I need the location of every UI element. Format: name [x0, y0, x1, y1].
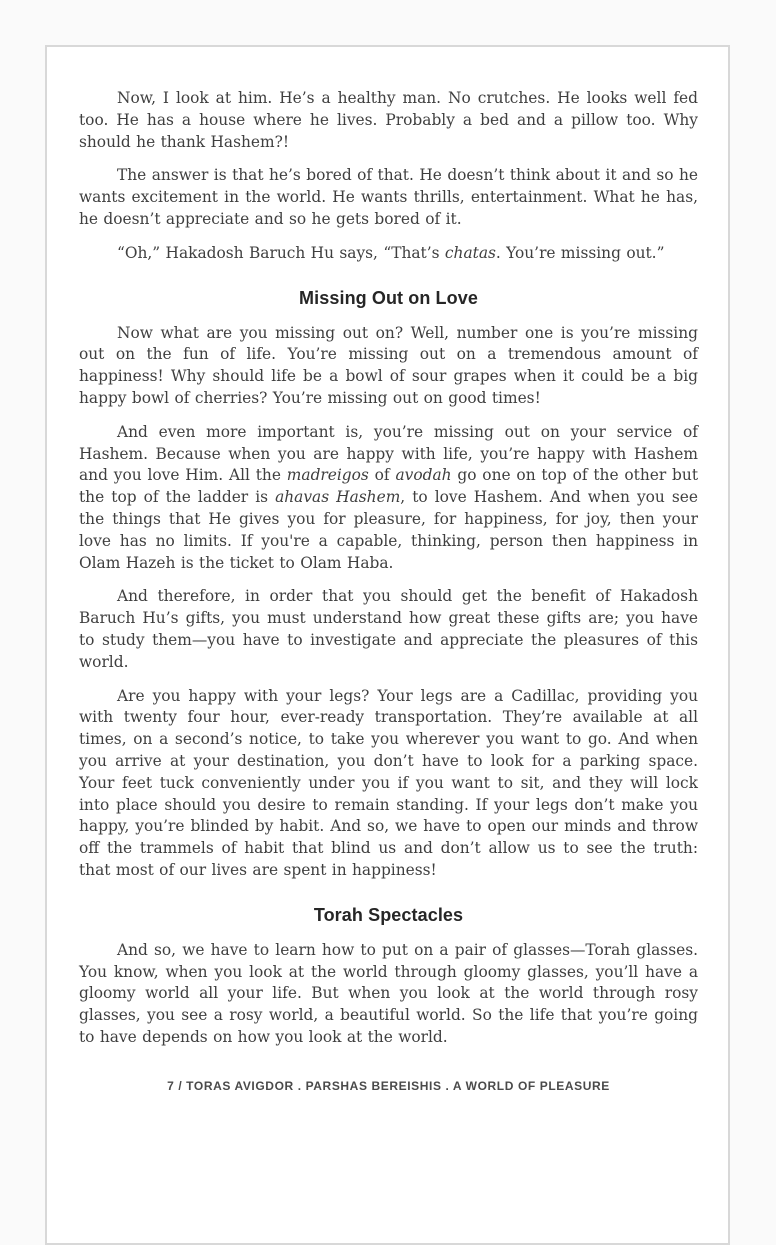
- paragraph-now-i-look: Now, I look at him. He’s a healthy man. No crutches. He looks well fed too. He has a house where he lives. Probably a bed and a pillow too. Why should he thank Hashem?!: [79, 89, 698, 151]
- italic-term-ahavas-hashem: ahavas Hashem: [275, 488, 401, 507]
- paragraph-the-answer: The answer is that he’s bored of that. He doesn’t think about it and so he wants excitement in the world. He wants thrills, entertainment. What he has, he doesn’t appreciate and so he gets bored of it.: [79, 166, 698, 228]
- text-segment: . You’re missing out.”: [495, 243, 665, 262]
- section-heading-torah-spectacles: Torah Spectacles: [313, 904, 464, 925]
- text-segment: of: [368, 466, 396, 485]
- section-heading-missing-out-on-love: Missing Out on Love: [299, 287, 478, 308]
- italic-term-chatas: chatas: [444, 243, 496, 262]
- document-page: [45, 45, 730, 1245]
- paragraph-torah-glasses: And so, we have to learn how to put on a pair of glasses—Torah glasses. You know, when you look at the world through gloomy glasses, you’ll have a gloomy world all your life. But when you look at the world through rosy glasses, you see a rosy world, a beautiful world. So the life that you’re going to have depends on how you look at the world.: [79, 940, 698, 1046]
- text-segment: go one on top of the other but the top of the ladder is: [79, 466, 699, 507]
- text-segment: “Oh,” Hakadosh Baruch Hu says, “That’s: [117, 243, 445, 262]
- page-footer: 7 / TORAS AVIGDOR . PARSHAS BEREISHIS . A WORLD OF PLEASURE: [167, 1078, 610, 1093]
- paragraph-happy-with-your-legs: Are you happy with your legs? Your legs are a Cadillac, providing you with twenty four hour, ever-ready transportation. They’re available at all times, on a second’s notice, to take you wherever you want to go. And when you arrive at your destination, you don’t have to look for a parking space. Your feet tuck conveniently under you if you want to sit, and they will lock into place should you desire to remain standing. If your legs don’t make you happy, you’re blinded by habit. And so, we have to open our minds and throw off the trammels of habit that blind us and don’t allow us to see the truth: that most of our lives are spent in happiness!: [79, 686, 698, 879]
- paragraph-and-therefore: And therefore, in order that you should get the benefit of Hakadosh Baruch Hu’s gifts, you must understand how great these gifts are; you have to study them—you have to investigate and appreciate the pleasures of this world.: [79, 587, 698, 671]
- paragraph-now-what-are-you-missing: Now what are you missing out on? Well, number one is you’re missing out on the fun of life. You’re missing out on a tremendous amount of happiness! Why should life be a bowl of sour grapes when it could be a big happy bowl of cherries? You’re missing out on good times!: [79, 323, 698, 407]
- italic-term-madreigos: madreigos: [286, 466, 369, 485]
- paragraph-quote-chatas: [79, 243, 698, 265]
- text-segment: And even more important is, you’re missing out on your service of Hashem. Because when you are happy with life, you’re happy with Hashem and you love Him. All the: [79, 422, 698, 485]
- italic-term-avodah: avodah: [395, 466, 452, 485]
- paragraph-service-of-hashem: [79, 422, 698, 575]
- text-segment: , to love Hashem. And when you see the things that He gives you for pleasure, for happiness, for joy, then your love has no limits. If you're a capable, thinking, person then happiness in Olam Hazeh is the ticket to Olam Haba.: [79, 488, 698, 572]
